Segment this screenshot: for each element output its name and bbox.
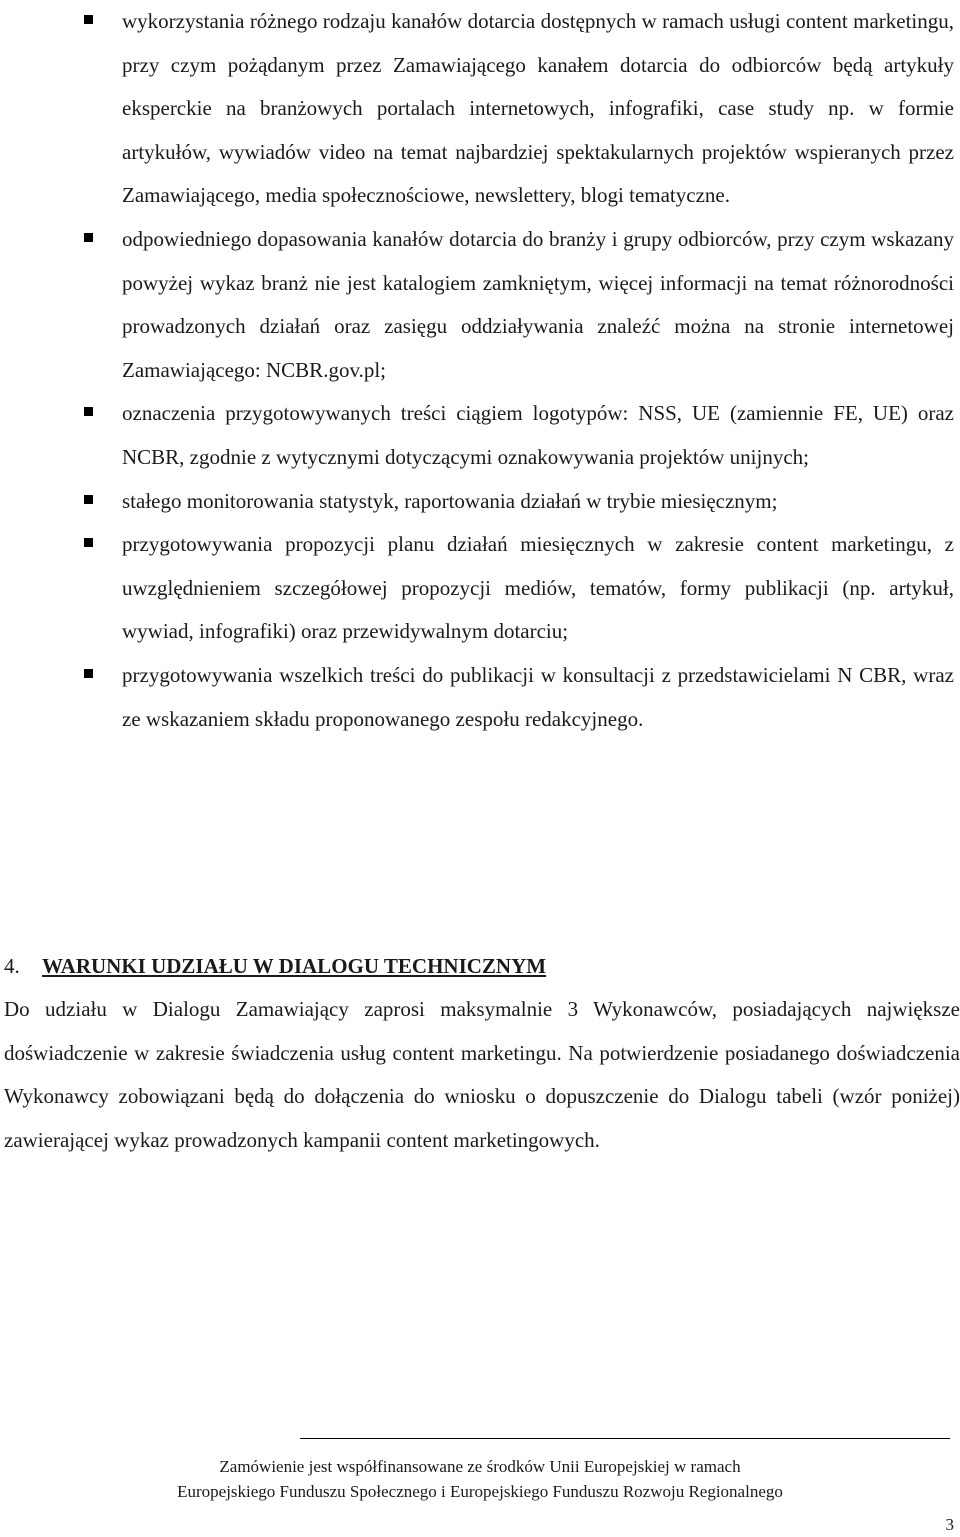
section-number: 4.	[4, 954, 20, 978]
square-bullet-icon	[84, 669, 93, 678]
footer-line-1: Zamówienie jest współfinansowane ze środków Unii Europejskiej w ramach	[219, 1457, 741, 1476]
square-bullet-icon	[84, 495, 93, 504]
bullet-text: odpowiedniego dopasowania kanałów dotarcia do branży i grupy odbiorców, przy czym wskazany powyżej wykaz branż nie jest katalogiem zamkniętym, więcej informacji na temat różnorodności prowadzonych działań oraz zasięgu oddziaływania znaleźć można na stronie internetowej Zamawiającego: NCBR.gov.pl;	[122, 226, 954, 382]
bullet-item	[0, 392, 960, 479]
footer-text	[0, 1454, 960, 1504]
section-title: WARUNKI UDZIAŁU W DIALOGU TECHNICZNYM	[42, 954, 547, 978]
square-bullet-icon	[84, 407, 93, 416]
bullet-text: wykorzystania różnego rodzaju kanałów dotarcia dostępnych w ramach usługi content marketingu, przy czym pożądanym przez Zamawiającego kanałem dotarcia do odbiorców będą artykuły eksperckie na branżowych portalach internetowych, infografiki, case study np. w formie artykułów, wywiadów video na temat najbardziej spektakularnych projektów wspieranych przez Zamawiającego, media społecznościowe, newslettery, blogi tematyczne.	[122, 9, 954, 208]
bullet-item	[0, 480, 960, 524]
section-heading	[4, 944, 960, 988]
square-bullet-icon	[84, 233, 93, 242]
section-paragraph: Do udziału w Dialogu Zamawiający zaprosi maksymalnie 3 Wykonawców, posiadających największe doświadczenie w zakresie świadczenia usług content marketingu. Na potwierdzenie posiadanego doświadczenia Wykonawcy zobowiązani będą do dołączenia do wniosku o dopuszczenie do Dialogu tabeli (wzór poniżej) zawierającej wykaz prowadzonych kampanii content marketingowych.	[4, 997, 960, 1152]
bullet-text: przygotowywania wszelkich treści do publikacji w konsultacji z przedstawicielami N CBR, wraz ze wskazaniem składu proponowanego zespołu redakcyjnego.	[122, 662, 954, 731]
bullet-item	[0, 0, 960, 218]
page-number: 3	[945, 1515, 954, 1534]
footer-line-2: Europejskiego Funduszu Społecznego i Europejskiego Funduszu Rozwoju Regionalnego	[177, 1482, 783, 1501]
bullet-list	[0, 0, 960, 741]
footer-divider	[300, 1438, 950, 1439]
bullet-text: stałego monitorowania statystyk, raportowania działań w trybie miesięcznym;	[122, 488, 778, 513]
bullet-item	[0, 654, 960, 741]
square-bullet-icon	[84, 538, 93, 547]
bullet-text: przygotowywania propozycji planu działań miesięcznych w zakresie content marketingu, z uwzględnieniem szczegółowej propozycji mediów, tematów, formy publikacji (np. artykuł, wywiad, infografiki) oraz przewidywalnym dotarciu;	[122, 532, 954, 644]
square-bullet-icon	[84, 15, 93, 24]
bullet-text: oznaczenia przygotowywanych treści ciągiem logotypów: NSS, UE (zamiennie FE, UE) oraz NCBR, zgodnie z wytycznymi dotyczącymi oznakowywania projektów unijnych;	[122, 401, 954, 469]
bullet-item	[0, 218, 960, 392]
bullet-item	[0, 523, 960, 654]
section-conditions	[0, 944, 960, 1162]
